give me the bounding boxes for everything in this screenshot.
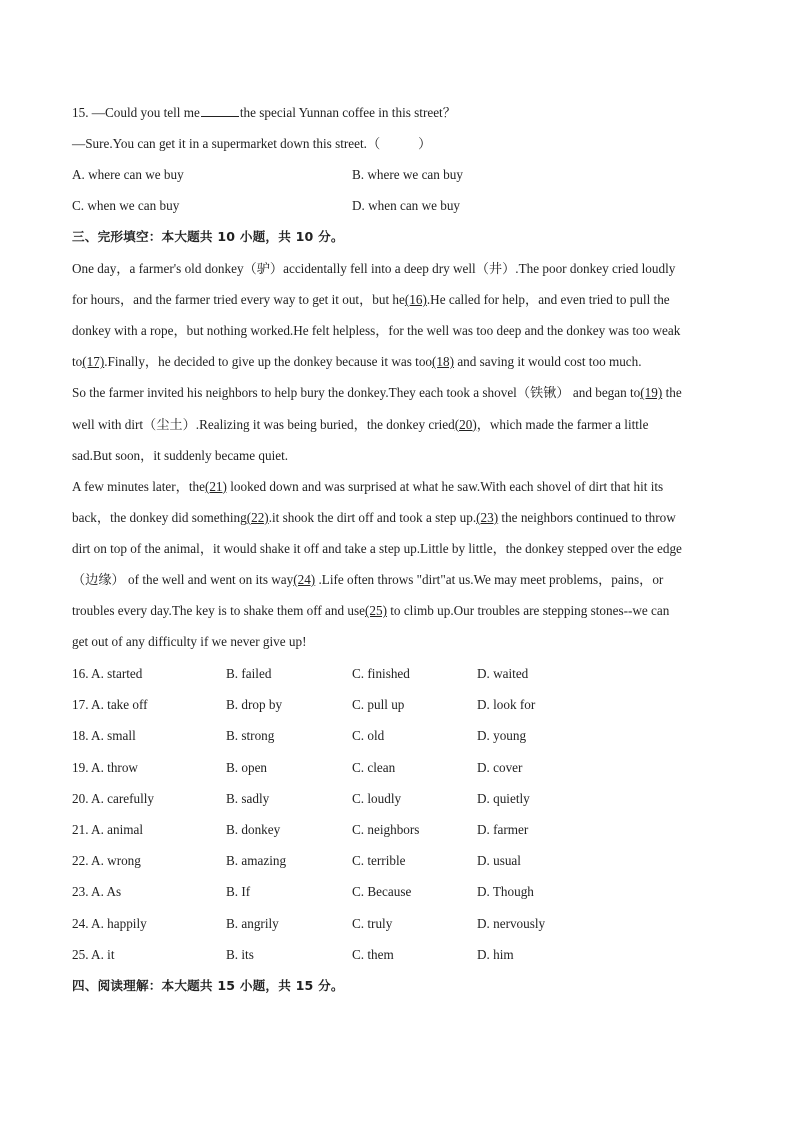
cloze-blank-marker: (19) — [640, 385, 663, 401]
passage-line — [72, 633, 307, 651]
choice-option: 24. A. happily — [72, 915, 147, 931]
passage-text: dirt on top of the animal，it would shake it off and take a step up.Little by little，the donkey stepped over the edge — [72, 540, 682, 556]
choice-option: C. pull up — [352, 697, 405, 713]
q15-option-d: D. when can we buy — [352, 198, 461, 213]
passage-line — [72, 260, 675, 278]
passage-text: well with dirt（尘土）.Realizing it was being buried，the donkey cried — [72, 416, 455, 432]
cloze-blank-marker: (17) — [82, 354, 105, 370]
choice-option: C. old — [352, 728, 385, 744]
passage-text: .Life often throws "dirt"at us.We may meet problems，pains，or — [315, 572, 664, 587]
q15-option-b: B. where we can buy — [352, 167, 463, 182]
passage-text: looked down and was surprised at what he saw.With each shovel of dirt that hit its — [226, 478, 664, 494]
choice-option: B. angrily — [226, 915, 279, 931]
passage-line — [72, 509, 676, 527]
choice-option: 22. A. wrong — [72, 853, 141, 869]
choice-option: 23. A. As — [72, 884, 122, 900]
passage-text: to — [72, 354, 83, 370]
passage-line — [72, 571, 663, 589]
choice-option: C. Because — [352, 884, 412, 900]
choice-option: C. neighbors — [352, 822, 420, 837]
choice-option: 21. A. animal — [72, 822, 144, 837]
choice-option: B. failed — [226, 666, 272, 681]
cloze-blank-marker: (25) — [364, 603, 387, 619]
passage-text: get out of any difficulty if we never give up! — [72, 634, 307, 650]
choice-option: D. look for — [477, 697, 536, 713]
choice-option: C. finished — [352, 666, 410, 681]
cloze-blank-marker: (18) — [432, 354, 455, 370]
choice-option: 25. A. it — [72, 946, 115, 962]
section-4-title: 四、阅读理解：本大题共 15 小题，共 15 分。 — [72, 978, 344, 993]
passage-text: .it shook the dirt off and took a step up. — [268, 509, 477, 525]
passage-text: ，which made the farmer a little — [476, 416, 649, 432]
cloze-blank-marker: (16) — [404, 292, 427, 308]
passage-text: .Finally，he decided to give up the donkey because it was too — [104, 354, 433, 370]
choice-option: C. loudly — [352, 790, 402, 806]
section-3-title: 三、完形填空：本大题共 10 小题，共 10 分。 — [72, 229, 344, 244]
passage-text: and saving it would cost too much. — [454, 354, 642, 370]
passage-text: donkey with a rope，but nothing worked.He felt helpless，for the well was too deep and the donkey was too weak — [72, 323, 681, 339]
q15-option-a: A. where can we buy — [72, 167, 184, 182]
passage-text: sad.But soon，it suddenly became quiet. — [72, 447, 289, 463]
passage-text: back，the donkey did something — [72, 509, 247, 525]
q15-blank — [201, 105, 239, 117]
q15-answer-line — [72, 135, 431, 153]
passage-text: troubles every day.The key is to shake them off and use — [72, 603, 365, 619]
cloze-blank-marker: (22) — [246, 509, 269, 525]
choice-option: C. them — [352, 946, 394, 962]
choice-option: D. cover — [477, 759, 523, 775]
passage-text: So the farmer invited his neighbors to help bury the donkey.They each took a shovel（铁锹） and began to — [72, 385, 641, 401]
q15-answer-b: ） — [418, 136, 432, 151]
choice-option: 16. A. started — [72, 666, 143, 681]
q15-text-a: 15. —Could you tell me — [72, 105, 200, 120]
choice-option: B. drop by — [226, 697, 283, 713]
choice-option: B. If — [226, 884, 251, 900]
q15-answer-a: —Sure.You can get it in a supermarket down this street.（ — [72, 136, 381, 151]
choice-option: 17. A. take off — [72, 697, 148, 713]
choice-option: B. open — [226, 759, 268, 775]
passage-text: to climb up.Our troubles are stepping stones--we can — [386, 603, 670, 619]
passage-line — [72, 447, 288, 465]
choice-option: 18. A. small — [72, 728, 136, 744]
choice-option: B. its — [226, 946, 254, 962]
passage-text: the neighbors continued to throw — [498, 509, 676, 525]
passage-line — [72, 602, 669, 620]
choice-option: D. quietly — [477, 790, 530, 806]
passage-text: A few minutes later，the — [72, 478, 205, 494]
passage-text: One day，a farmer's old donkey（驴）accidentally fell into a deep dry well（井）.The poor donkey cried loudly — [72, 261, 676, 276]
q15-option-c: C. when we can buy — [72, 198, 180, 213]
choice-option: 20. A. carefully — [72, 790, 155, 806]
choice-option: D. young — [477, 728, 527, 744]
passage-line — [72, 416, 648, 434]
choice-option: D. usual — [477, 853, 521, 869]
passage-line — [72, 478, 663, 496]
q15-question — [72, 104, 456, 122]
choice-option: B. amazing — [226, 853, 287, 869]
choice-option: C. truly — [352, 915, 393, 931]
passage-text: .He called for help，and even tried to pull the — [426, 292, 670, 308]
choice-option: B. strong — [226, 728, 275, 744]
passage-line — [72, 322, 680, 340]
choice-option: D. nervously — [477, 915, 546, 931]
choice-option: D. waited — [477, 666, 529, 681]
choice-option: D. him — [477, 946, 514, 962]
cloze-blank-marker: (24) — [293, 572, 316, 587]
choice-option: B. donkey — [226, 822, 281, 837]
choice-option: 19. A. throw — [72, 759, 138, 775]
passage-text: （边缘） of the well and went on its way — [72, 572, 294, 587]
passage-line — [72, 384, 682, 402]
choice-option: C. clean — [352, 759, 396, 775]
passage-text: the — [662, 385, 682, 401]
q15-text-b: the special Yunnan coffee in this street？ — [239, 105, 456, 120]
cloze-blank-marker: (21) — [204, 478, 227, 494]
choice-option: D. farmer — [477, 822, 529, 837]
passage-line — [72, 291, 670, 309]
cloze-blank-marker: (23) — [476, 509, 499, 525]
choice-option: B. sadly — [226, 790, 270, 806]
cloze-blank-marker: (20) — [454, 416, 477, 432]
choice-option: D. Though — [477, 884, 534, 900]
choice-option: C. terrible — [352, 853, 406, 869]
passage-line — [72, 540, 682, 558]
passage-line — [72, 353, 642, 371]
passage-text: for hours，and the farmer tried every way to get it out，but he — [72, 292, 405, 308]
